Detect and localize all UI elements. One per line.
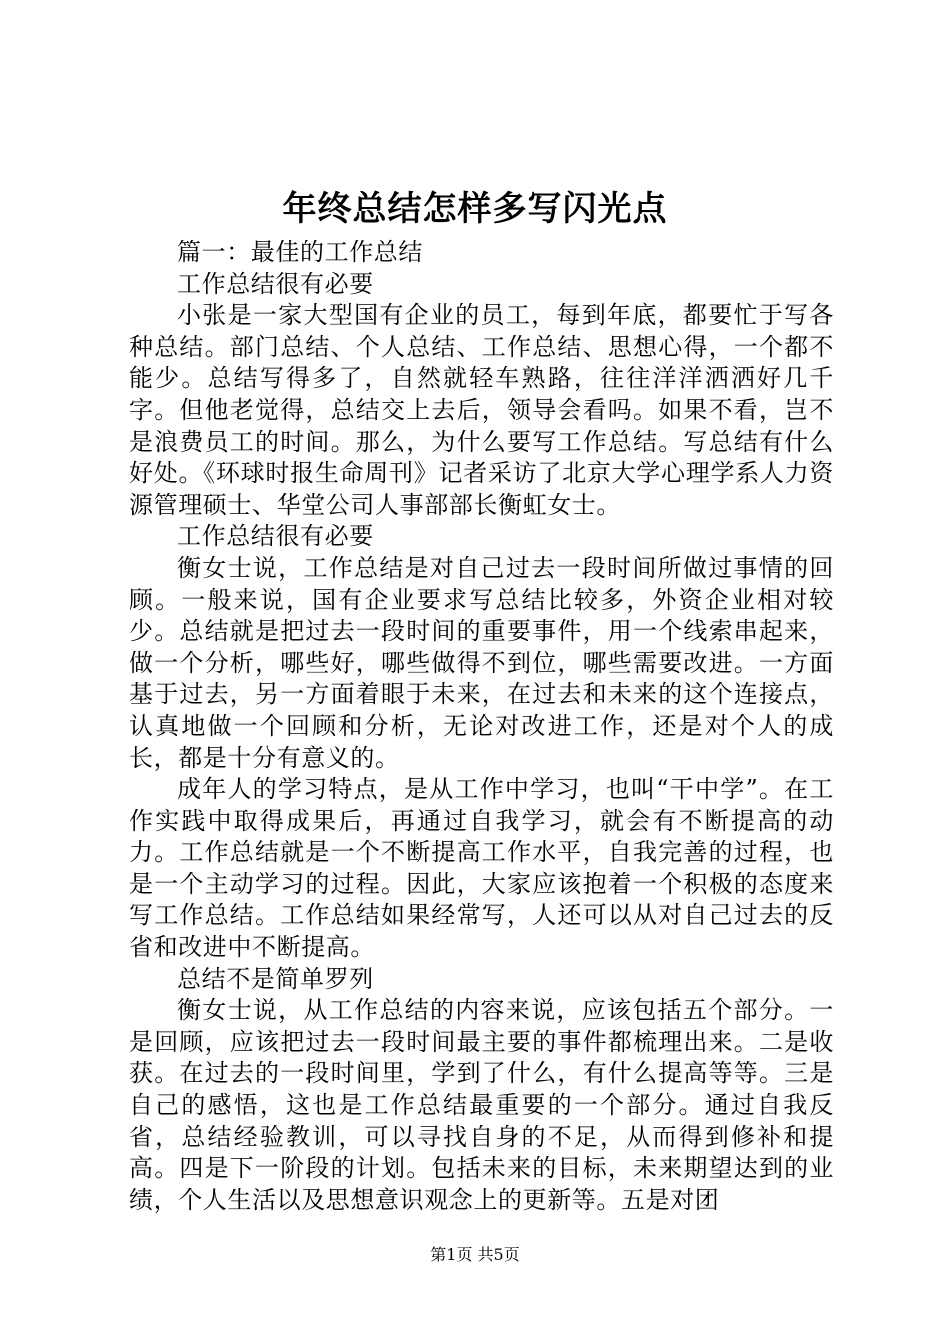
page-number-footer: 第1页 共5页: [430, 1245, 520, 1264]
document-title: 年终总结怎样多写闪光点: [282, 189, 668, 229]
section-heading: 篇一：最佳的工作总结: [177, 238, 423, 266]
document-body: [129, 237, 834, 1216]
paragraph: 小张是一家大型国有企业的员工，每到年底，都要忙于写各种总结。部门总结、个人总结、工作总结、思想心得，一个都不能少。总结写得多了，自然就轻车熟路，往往洋洋洒洒好几千字。但他老觉得，总结交上去后，领导会看吗。如果不看，岂不是浪费员工的时间。那么，为什么要写工作总结。写总结有什么好处。《环球时报生命周刊》记者采访了北京大学心理学系人力资源管理硕士、华堂公司人事部部长衡虹女士。: [129, 301, 834, 519]
paragraph: 衡女士说，工作总结是对自己过去一段时间所做过事情的回顾。一般来说，国有企业要求写总结比较多，外资企业相对较少。总结就是把过去一段时间的重要事件，用一个线索串起来，做一个分析，哪些好，哪些做得不到位，哪些需要改进。一方面基于过去，另一方面着眼于未来，在过去和未来的这个连接点，认真地做一个回顾和分析，无论对改进工作，还是对个人的成长，都是十分有意义的。: [129, 553, 834, 772]
subheading: 总结不是简单罗列: [177, 964, 374, 993]
subheading: 工作总结很有必要: [177, 269, 374, 298]
paragraph: 成年人的学习特点，是从工作中学习，也叫“干中学”。在工作实践中取得成果后，再通过自我学习，就会有不断提高的动力。工作总结就是一个不断提高工作水平，自我完善的过程，也是一个主动学习的过程。因此，大家应该抱着一个积极的态度来写工作总结。工作总结如果经常写，人还可以从对自己过去的反省和改进中不断提高。: [129, 775, 834, 962]
subheading: 工作总结很有必要: [177, 522, 374, 551]
paragraph: 衡女士说，从工作总结的内容来说，应该包括五个部分。一是回顾，应该把过去一段时间最主要的事件都梳理出来。二是收获。在过去的一段时间里，学到了什么，有什么提高等等。三是自己的感悟，这也是工作总结最重要的一个部分。通过自我反省，总结经验教训，可以寻找自身的不足，从而得到修补和提高。四是下一阶段的计划。包括未来的目标，未来期望达到的业绩，个人生活以及思想意识观念上的更新等。五是对团: [129, 996, 834, 1214]
